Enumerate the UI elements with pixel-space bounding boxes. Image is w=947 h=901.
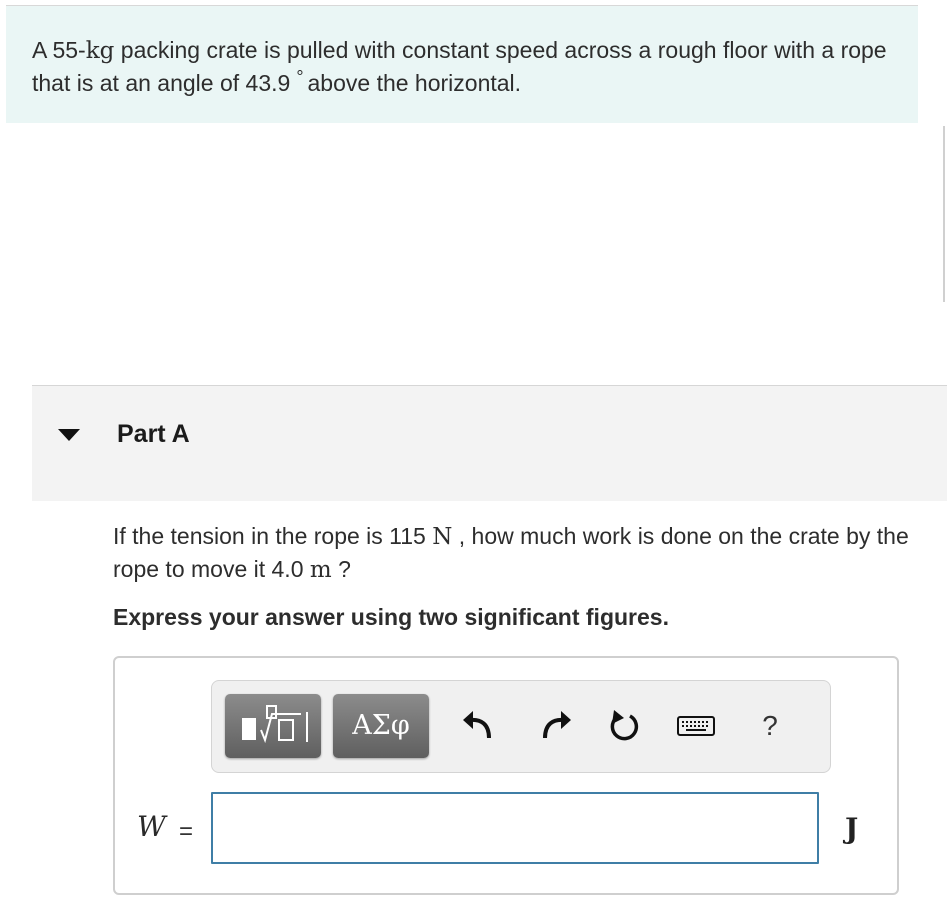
problem-intro-panel <box>6 6 918 123</box>
part-a-header[interactable] <box>32 385 947 501</box>
scrollbar-edge <box>943 126 945 302</box>
collapse-caret-icon[interactable] <box>58 429 80 441</box>
redo-button[interactable] <box>533 694 577 758</box>
undo-button[interactable] <box>457 694 501 758</box>
redo-icon <box>533 694 577 758</box>
degree-symbol: ° <box>296 67 304 87</box>
distance-unit: m <box>309 557 332 583</box>
equals-sign: = <box>179 818 194 845</box>
templates-icon <box>225 694 321 758</box>
force-unit: N <box>432 524 453 550</box>
mass-unit: kg <box>85 38 115 64</box>
reset-button[interactable] <box>601 694 645 758</box>
reset-icon <box>601 694 645 758</box>
answer-panel <box>113 656 899 895</box>
help-button[interactable]: ? <box>762 710 778 741</box>
math-toolbar <box>211 680 831 773</box>
answer-instruction: Express your answer using two significant figures. <box>113 604 669 630</box>
keyboard-button[interactable] <box>674 694 718 758</box>
keyboard-icon <box>674 694 718 758</box>
answer-variable: W <box>137 810 166 843</box>
problem-statement: A 55-kg packing crate is pulled with constant speed across a rough floor with a rope that is at an angle of 43.9 ° above the horizontal. <box>32 37 887 96</box>
answer-input[interactable] <box>211 792 819 864</box>
question-text: If the tension in the rope is 115 N , how much work is done on the crate by the rope to move it 4.0 m ? <box>113 523 909 583</box>
part-title: Part A <box>117 420 190 448</box>
undo-icon <box>457 694 501 758</box>
symbols-button[interactable]: ΑΣφ <box>333 694 429 758</box>
answer-unit: J <box>845 812 859 845</box>
templates-button[interactable] <box>225 694 321 758</box>
